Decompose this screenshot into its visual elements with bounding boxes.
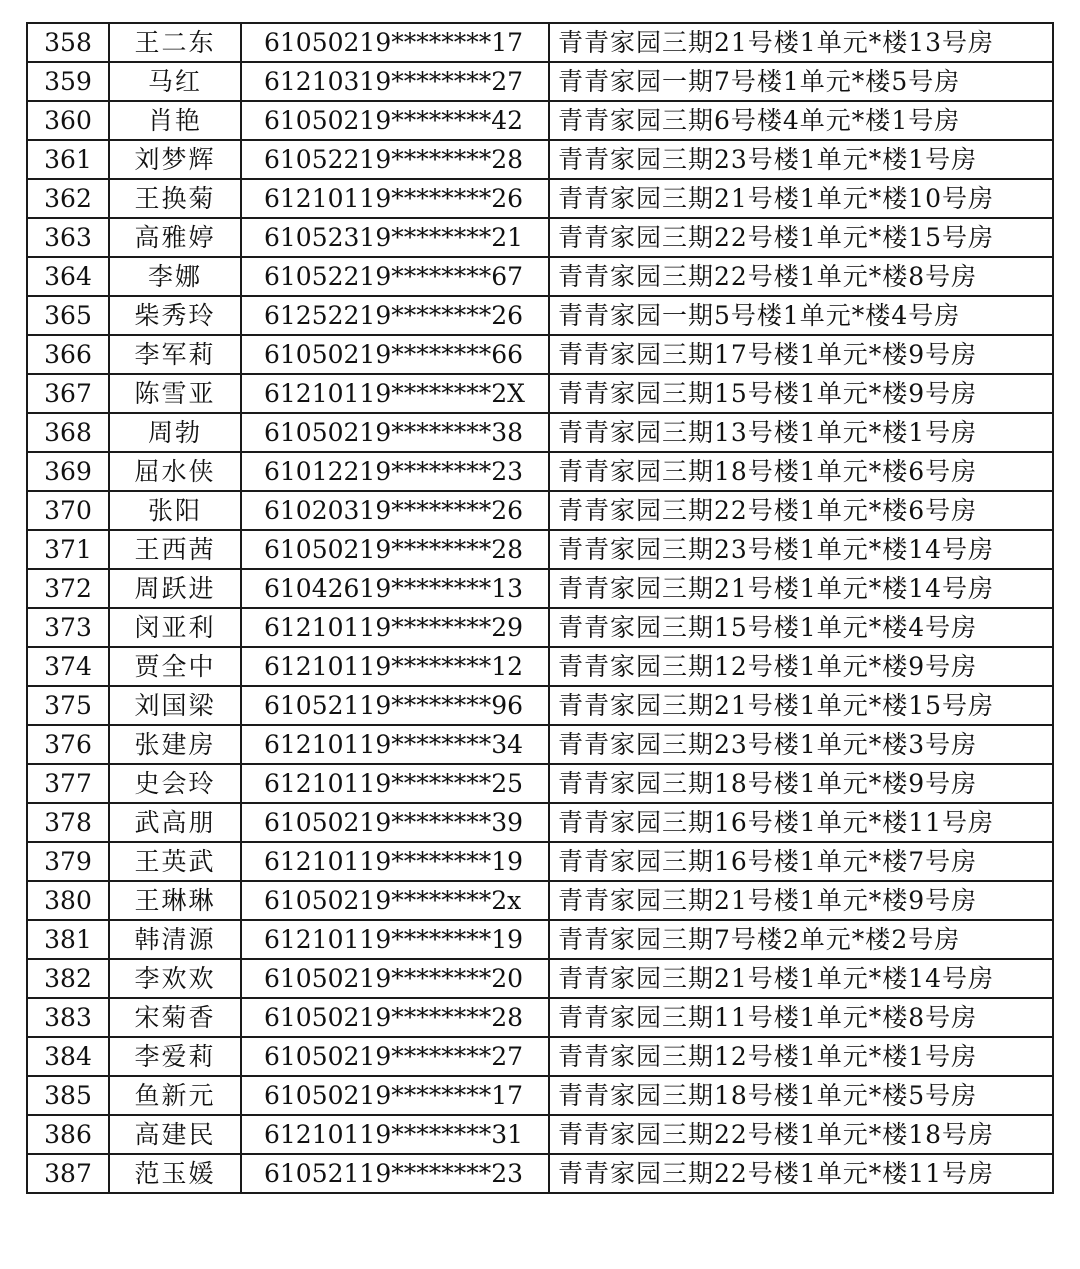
table-row [27,296,1053,335]
name-cell: 周勃 [109,413,241,452]
address-cell: 青青家园三期13号楼1单元*楼1号房 [549,413,1053,452]
id-number-cell: 61052219********67 [241,257,549,296]
row-number-cell: 387 [27,1154,109,1193]
name-cell: 肖艳 [109,101,241,140]
id-number-cell: 61210119********26 [241,179,549,218]
address-cell: 青青家园三期21号楼1单元*楼14号房 [549,959,1053,998]
row-number-cell: 366 [27,335,109,374]
row-number-cell: 368 [27,413,109,452]
name-cell: 屈水侠 [109,452,241,491]
address-cell: 青青家园三期22号楼1单元*楼15号房 [549,218,1053,257]
table-row [27,764,1053,803]
address-cell: 青青家园三期18号楼1单元*楼9号房 [549,764,1053,803]
id-number-cell: 61050219********27 [241,1037,549,1076]
table-row [27,1154,1053,1193]
row-number-cell: 360 [27,101,109,140]
name-cell: 史会玲 [109,764,241,803]
row-number-cell: 380 [27,881,109,920]
id-number-cell: 61210119********29 [241,608,549,647]
row-number-cell: 358 [27,23,109,62]
row-number-cell: 386 [27,1115,109,1154]
table-row [27,647,1053,686]
id-number-cell: 61050219********28 [241,530,549,569]
table-row [27,608,1053,647]
address-cell: 青青家园三期6号楼4单元*楼1号房 [549,101,1053,140]
id-number-cell: 61050219********28 [241,998,549,1037]
id-number-cell: 61252219********26 [241,296,549,335]
name-cell: 王西茜 [109,530,241,569]
row-number-cell: 359 [27,62,109,101]
address-cell: 青青家园三期23号楼1单元*楼14号房 [549,530,1053,569]
address-cell: 青青家园三期22号楼1单元*楼6号房 [549,491,1053,530]
address-cell: 青青家园三期12号楼1单元*楼1号房 [549,1037,1053,1076]
name-cell: 马红 [109,62,241,101]
row-number-cell: 367 [27,374,109,413]
name-cell: 李娜 [109,257,241,296]
id-number-cell: 61052119********23 [241,1154,549,1193]
table-row [27,1076,1053,1115]
id-number-cell: 61210119********19 [241,920,549,959]
id-number-cell: 61020319********26 [241,491,549,530]
id-number-cell: 61050219********17 [241,1076,549,1115]
row-number-cell: 383 [27,998,109,1037]
row-number-cell: 365 [27,296,109,335]
address-cell: 青青家园三期22号楼1单元*楼8号房 [549,257,1053,296]
address-cell: 青青家园三期15号楼1单元*楼9号房 [549,374,1053,413]
table-row [27,23,1053,62]
table-row [27,335,1053,374]
row-number-cell: 381 [27,920,109,959]
id-number-cell: 61210119********12 [241,647,549,686]
table-row [27,569,1053,608]
id-number-cell: 61210119********31 [241,1115,549,1154]
name-cell: 王英武 [109,842,241,881]
row-number-cell: 384 [27,1037,109,1076]
table-row [27,413,1053,452]
resident-table [26,22,1054,1194]
name-cell: 宋菊香 [109,998,241,1037]
id-number-cell: 61210119********19 [241,842,549,881]
id-number-cell: 61012219********23 [241,452,549,491]
address-cell: 青青家园三期22号楼1单元*楼18号房 [549,1115,1053,1154]
name-cell: 张阳 [109,491,241,530]
row-number-cell: 373 [27,608,109,647]
address-cell: 青青家园三期12号楼1单元*楼9号房 [549,647,1053,686]
address-cell: 青青家园一期7号楼1单元*楼5号房 [549,62,1053,101]
id-number-cell: 61050219********42 [241,101,549,140]
table-row [27,881,1053,920]
id-number-cell: 61050219********2x [241,881,549,920]
table-row [27,140,1053,179]
address-cell: 青青家园三期21号楼1单元*楼9号房 [549,881,1053,920]
row-number-cell: 375 [27,686,109,725]
row-number-cell: 378 [27,803,109,842]
table-row [27,842,1053,881]
resident-table-body [27,23,1053,1193]
row-number-cell: 377 [27,764,109,803]
table-row [27,959,1053,998]
table-row [27,1037,1053,1076]
row-number-cell: 361 [27,140,109,179]
table-row [27,725,1053,764]
name-cell: 李爱莉 [109,1037,241,1076]
row-number-cell: 363 [27,218,109,257]
name-cell: 王琳琳 [109,881,241,920]
address-cell: 青青家园三期18号楼1单元*楼6号房 [549,452,1053,491]
row-number-cell: 364 [27,257,109,296]
name-cell: 鱼新元 [109,1076,241,1115]
name-cell: 范玉媛 [109,1154,241,1193]
address-cell: 青青家园三期21号楼1单元*楼13号房 [549,23,1053,62]
table-row [27,218,1053,257]
id-number-cell: 61050219********38 [241,413,549,452]
address-cell: 青青家园三期18号楼1单元*楼5号房 [549,1076,1053,1115]
table-row [27,62,1053,101]
id-number-cell: 61052319********21 [241,218,549,257]
address-cell: 青青家园三期22号楼1单元*楼11号房 [549,1154,1053,1193]
name-cell: 武高朋 [109,803,241,842]
name-cell: 李欢欢 [109,959,241,998]
name-cell: 高建民 [109,1115,241,1154]
name-cell: 刘梦辉 [109,140,241,179]
name-cell: 韩清源 [109,920,241,959]
address-cell: 青青家园三期21号楼1单元*楼15号房 [549,686,1053,725]
id-number-cell: 61050219********66 [241,335,549,374]
name-cell: 高雅婷 [109,218,241,257]
table-row [27,101,1053,140]
row-number-cell: 369 [27,452,109,491]
address-cell: 青青家园三期16号楼1单元*楼11号房 [549,803,1053,842]
address-cell: 青青家园三期21号楼1单元*楼10号房 [549,179,1053,218]
name-cell: 柴秀玲 [109,296,241,335]
id-number-cell: 61210119********2X [241,374,549,413]
name-cell: 闵亚利 [109,608,241,647]
table-row [27,374,1053,413]
row-number-cell: 362 [27,179,109,218]
table-row [27,1115,1053,1154]
table-row [27,686,1053,725]
id-number-cell: 61210319********27 [241,62,549,101]
address-cell: 青青家园一期5号楼1单元*楼4号房 [549,296,1053,335]
name-cell: 陈雪亚 [109,374,241,413]
id-number-cell: 61050219********17 [241,23,549,62]
row-number-cell: 382 [27,959,109,998]
table-row [27,491,1053,530]
table-row [27,530,1053,569]
address-cell: 青青家园三期23号楼1单元*楼3号房 [549,725,1053,764]
table-row [27,803,1053,842]
name-cell: 贾全中 [109,647,241,686]
address-cell: 青青家园三期7号楼2单元*楼2号房 [549,920,1053,959]
address-cell: 青青家园三期11号楼1单元*楼8号房 [549,998,1053,1037]
table-row [27,452,1053,491]
row-number-cell: 370 [27,491,109,530]
table-row [27,920,1053,959]
id-number-cell: 61050219********20 [241,959,549,998]
name-cell: 王二东 [109,23,241,62]
name-cell: 周跃进 [109,569,241,608]
name-cell: 李军莉 [109,335,241,374]
id-number-cell: 61052219********28 [241,140,549,179]
name-cell: 张建房 [109,725,241,764]
name-cell: 刘国梁 [109,686,241,725]
id-number-cell: 61210119********25 [241,764,549,803]
row-number-cell: 371 [27,530,109,569]
row-number-cell: 376 [27,725,109,764]
address-cell: 青青家园三期23号楼1单元*楼1号房 [549,140,1053,179]
table-row [27,179,1053,218]
address-cell: 青青家园三期17号楼1单元*楼9号房 [549,335,1053,374]
name-cell: 王换菊 [109,179,241,218]
address-cell: 青青家园三期15号楼1单元*楼4号房 [549,608,1053,647]
id-number-cell: 61042619********13 [241,569,549,608]
row-number-cell: 379 [27,842,109,881]
id-number-cell: 61050219********39 [241,803,549,842]
table-row [27,998,1053,1037]
address-cell: 青青家园三期21号楼1单元*楼14号房 [549,569,1053,608]
row-number-cell: 372 [27,569,109,608]
id-number-cell: 61210119********34 [241,725,549,764]
id-number-cell: 61052119********96 [241,686,549,725]
resident-table-container [26,22,1054,1194]
address-cell: 青青家园三期16号楼1单元*楼7号房 [549,842,1053,881]
table-row [27,257,1053,296]
row-number-cell: 374 [27,647,109,686]
row-number-cell: 385 [27,1076,109,1115]
